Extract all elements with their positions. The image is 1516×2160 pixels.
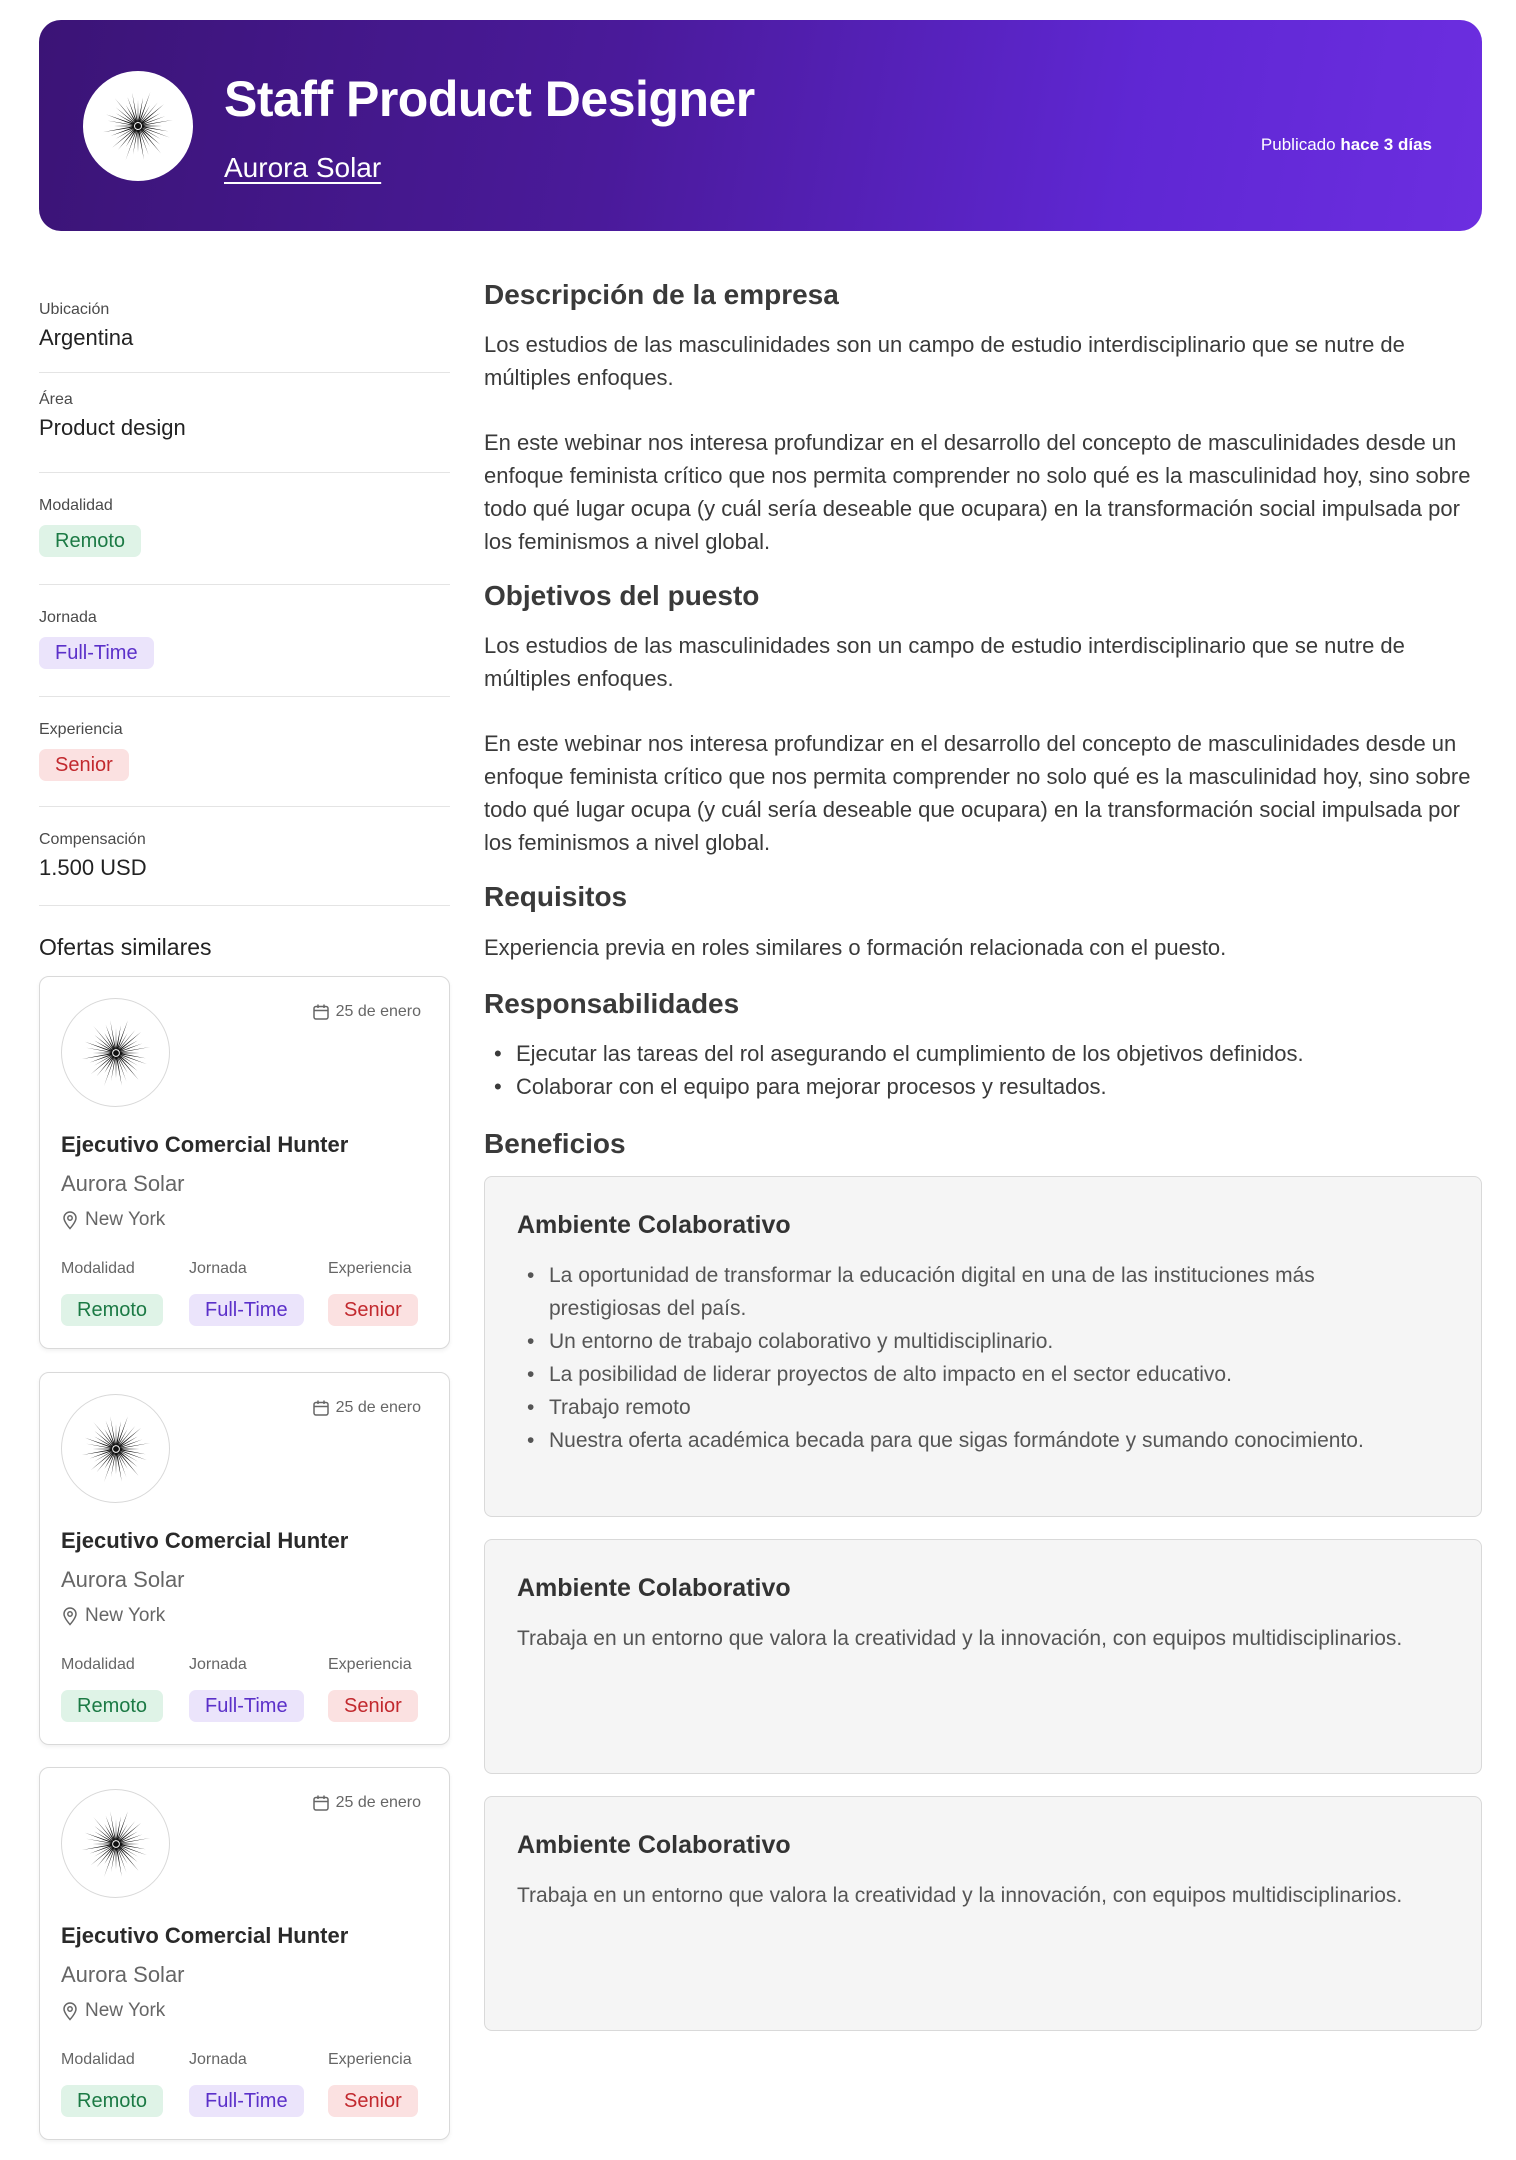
similar-offers-title: Ofertas similares — [39, 934, 212, 960]
card-date — [312, 1399, 421, 1417]
field-label: Jornada — [39, 609, 97, 626]
benefit-title: Ambiente Colaborativo — [517, 1211, 791, 1239]
card-company: Aurora Solar — [61, 1567, 185, 1592]
list-item: • Ejecutar las tareas del rol asegurando el cumplimiento de los objetivos definidos. — [484, 1037, 1482, 1070]
card-location — [61, 2000, 165, 2022]
list-item: • Trabajo remoto — [517, 1391, 1417, 1424]
location-pin-icon — [61, 1606, 79, 1626]
list-item: • La oportunidad de transformar la educación digital en una de las instituciones más prestigiosas del país. — [517, 1259, 1417, 1325]
benefit-text: Trabaja en un entorno que valora la creatividad y la innovación, con equipos multidisciplinarios. — [517, 1884, 1403, 1907]
list-item: • Colaborar con el equipo para mejorar procesos y resultados. — [484, 1070, 1482, 1103]
card-experience-label: Experiencia — [328, 1656, 412, 1673]
field-area — [39, 373, 450, 473]
benefit-card — [484, 1176, 1482, 1517]
card-experience-label: Experiencia — [328, 2051, 412, 2068]
card-experience-label: Experiencia — [328, 1260, 412, 1277]
card-title: Ejecutivo Comercial Hunter — [61, 1528, 349, 1553]
benefits-title: Beneficios — [484, 1128, 626, 1159]
field-schedule — [39, 585, 450, 697]
location-pin-icon — [61, 2001, 79, 2021]
company-description-p1: Los estudios de las masculinidades son un campo de estudio interdisciplinario que se nutre de múltiples enfoques. — [484, 332, 1405, 390]
list-item: • Nuestra oferta académica becada para que sigas formándote y sumando conocimiento. — [517, 1424, 1417, 1457]
card-schedule-label: Jornada — [189, 2051, 247, 2068]
company-description-p2: En este webinar nos interesa profundizar en el desarrollo del concepto de masculinidades desde un enfoque feminista crítico que nos permita comprender no solo qué es la masculinidad hoy, sino sobre todo qué lugar ocupa (y cuál sería deseable que ocupara) en la transformación social impulsada por los feminismos a nivel global. — [484, 430, 1471, 554]
field-label: Ubicación — [39, 301, 110, 318]
card-location-text: New York — [85, 2000, 166, 2021]
job-title: Staff Product Designer — [224, 71, 755, 127]
card-modality-label: Modalidad — [61, 1656, 135, 1673]
list-item: • La posibilidad de liderar proyectos de alto impacto en el sector educativo. — [517, 1358, 1417, 1391]
similar-offer-card[interactable] — [39, 1767, 450, 2140]
card-schedule-label: Jornada — [189, 1260, 247, 1277]
schedule-chip: Full-Time — [39, 637, 154, 669]
modality-chip: Remoto — [39, 525, 141, 557]
objectives-p1: Los estudios de las masculinidades son un campo de estudio interdisciplinario que se nutre de múltiples enfoques. — [484, 633, 1405, 691]
company-logo — [83, 71, 193, 181]
field-label: Compensación — [39, 831, 146, 848]
benefit-title: Ambiente Colaborativo — [517, 1574, 791, 1602]
card-experience-chip: Senior — [328, 2085, 418, 2117]
field-value: 1.500 USD — [39, 855, 147, 880]
job-details-sidebar — [39, 280, 450, 906]
card-company-logo — [61, 1789, 170, 1898]
sunburst-logo-icon — [82, 1415, 150, 1483]
card-date — [312, 1003, 421, 1021]
objectives-p2: En este webinar nos interesa profundizar en el desarrollo del concepto de masculinidades desde un enfoque feminista crítico que nos permita comprender no solo qué es la masculinidad hoy, sino sobre todo qué lugar ocupa (y cuál sería deseable que ocupara) en la transformación social impulsada por los feminismos a nivel global. — [484, 731, 1471, 855]
list-item: • Un entorno de trabajo colaborativo y multidisciplinario. — [517, 1325, 1417, 1358]
field-value: Argentina — [39, 325, 134, 350]
card-company-logo — [61, 1394, 170, 1503]
card-company: Aurora Solar — [61, 1171, 185, 1196]
card-modality-chip: Remoto — [61, 1690, 163, 1722]
job-header — [39, 20, 1482, 231]
card-company-logo — [61, 998, 170, 1107]
field-location — [39, 280, 450, 373]
field-label: Modalidad — [39, 497, 113, 514]
card-location-text: New York — [85, 1209, 166, 1230]
field-label: Experiencia — [39, 721, 123, 738]
responsibilities-list — [484, 1037, 1482, 1103]
card-date-text: 25 de enero — [335, 1399, 421, 1416]
posted-when: hace 3 días — [1340, 135, 1432, 154]
requirements-title: Requisitos — [484, 881, 628, 912]
sunburst-logo-icon — [82, 1810, 150, 1878]
card-date-text: 25 de enero — [335, 1794, 421, 1811]
field-modality — [39, 473, 450, 585]
field-compensation — [39, 807, 450, 906]
card-schedule-chip: Full-Time — [189, 1690, 304, 1722]
benefit-list — [517, 1259, 1417, 1457]
field-label: Área — [39, 391, 73, 408]
card-schedule-chip: Full-Time — [189, 1294, 304, 1326]
objectives-title: Objetivos del puesto — [484, 580, 760, 611]
posted-prefix: Publicado — [1260, 135, 1336, 154]
card-modality-label: Modalidad — [61, 2051, 135, 2068]
location-pin-icon — [61, 1210, 79, 1230]
benefit-card — [484, 1539, 1482, 1774]
benefit-title: Ambiente Colaborativo — [517, 1831, 791, 1859]
card-experience-chip: Senior — [328, 1690, 418, 1722]
company-link[interactable]: Aurora Solar — [224, 152, 382, 183]
card-location-text: New York — [85, 1605, 166, 1626]
card-company: Aurora Solar — [61, 1962, 185, 1987]
calendar-icon — [312, 1003, 330, 1021]
similar-offer-card[interactable] — [39, 1372, 450, 1745]
card-experience-chip: Senior — [328, 1294, 418, 1326]
calendar-icon — [312, 1794, 330, 1812]
field-experience — [39, 697, 450, 807]
benefit-card — [484, 1796, 1482, 2031]
sunburst-logo-icon — [103, 91, 173, 161]
card-location — [61, 1209, 165, 1231]
requirements-text: Experiencia previa en roles similares o formación relacionada con el puesto. — [484, 935, 1227, 960]
card-title: Ejecutivo Comercial Hunter — [61, 1132, 349, 1157]
field-value: Product design — [39, 415, 186, 440]
posted-date — [1261, 135, 1432, 155]
card-schedule-label: Jornada — [189, 1656, 247, 1673]
card-schedule-chip: Full-Time — [189, 2085, 304, 2117]
card-modality-label: Modalidad — [61, 1260, 135, 1277]
sunburst-logo-icon — [82, 1019, 150, 1087]
benefit-text: Trabaja en un entorno que valora la creatividad y la innovación, con equipos multidisciplinarios. — [517, 1627, 1403, 1650]
card-modality-chip: Remoto — [61, 2085, 163, 2117]
responsibilities-title: Responsabilidades — [484, 988, 740, 1019]
card-date-text: 25 de enero — [335, 1003, 421, 1020]
company-description-title: Descripción de la empresa — [484, 279, 839, 310]
similar-offer-card[interactable] — [39, 976, 450, 1349]
card-modality-chip: Remoto — [61, 1294, 163, 1326]
card-date — [312, 1794, 421, 1812]
card-location — [61, 1605, 165, 1627]
card-title: Ejecutivo Comercial Hunter — [61, 1923, 349, 1948]
experience-chip: Senior — [39, 749, 129, 781]
calendar-icon — [312, 1399, 330, 1417]
